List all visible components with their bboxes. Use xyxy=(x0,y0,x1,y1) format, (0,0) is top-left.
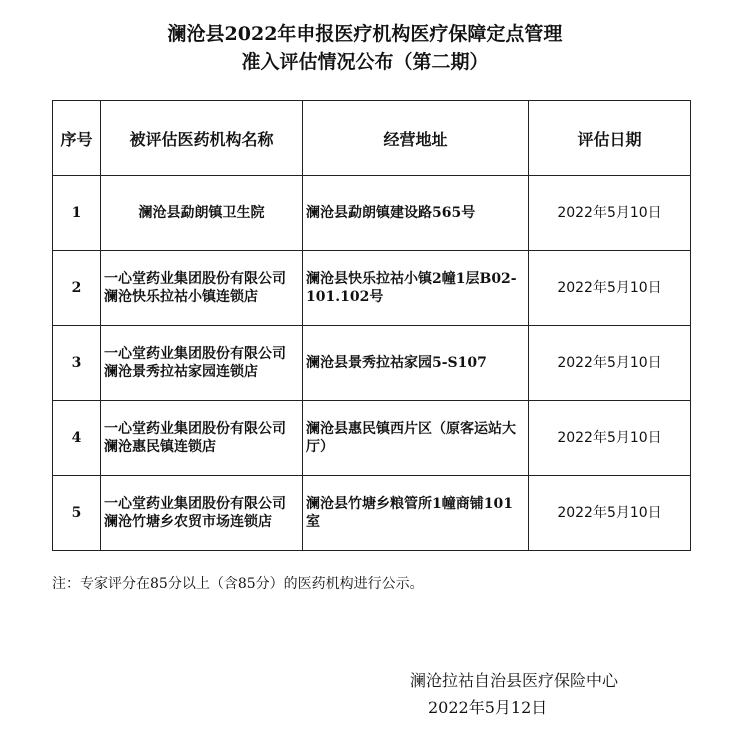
document-title xyxy=(0,20,730,76)
row-institution-name: 一心堂药业集团股份有限公司澜沧惠民镇连锁店 xyxy=(101,401,303,476)
table-row xyxy=(53,176,691,251)
row-date: 2022年5月10日 xyxy=(529,476,691,551)
table-row xyxy=(53,476,691,551)
header-number: 序号 xyxy=(53,101,101,176)
header-assessment-date: 评估日期 xyxy=(529,101,691,176)
row-address: 澜沧县惠民镇西片区（原客运站大厅） xyxy=(303,401,529,476)
header-address: 经营地址 xyxy=(303,101,529,176)
footnote: 注：专家评分在85分以上（含85分）的医药机构进行公示。 xyxy=(52,576,424,592)
table-header-row xyxy=(53,101,691,176)
row-institution-name: 澜沧县勐朗镇卫生院 xyxy=(101,176,303,251)
row-date: 2022年5月10日 xyxy=(529,251,691,326)
row-number: 4 xyxy=(53,401,101,476)
title-line-1: 澜沧县2022年申报医疗机构医疗保障定点管理 xyxy=(167,23,563,45)
assessment-table xyxy=(52,100,691,551)
row-date: 2022年5月10日 xyxy=(529,401,691,476)
issue-date: 2022年5月12日 xyxy=(428,698,548,717)
table-row xyxy=(53,326,691,401)
title-line-2: 准入评估情况公布（第二期） xyxy=(241,51,489,73)
row-number: 5 xyxy=(53,476,101,551)
row-number: 3 xyxy=(53,326,101,401)
table-row xyxy=(53,251,691,326)
row-address: 澜沧县快乐拉祜小镇2幢1层B02-101.102号 xyxy=(303,251,529,326)
row-address: 澜沧县景秀拉祜家园5-S107 xyxy=(303,326,529,401)
row-institution-name: 一心堂药业集团股份有限公司澜沧景秀拉祜家园连锁店 xyxy=(101,326,303,401)
row-number: 2 xyxy=(53,251,101,326)
row-number: 1 xyxy=(53,176,101,251)
row-date: 2022年5月10日 xyxy=(529,326,691,401)
table-row xyxy=(53,401,691,476)
row-institution-name: 一心堂药业集团股份有限公司澜沧竹塘乡农贸市场连锁店 xyxy=(101,476,303,551)
issuing-organization: 澜沧拉祜自治县医疗保险中心 xyxy=(410,671,619,690)
row-institution-name: 一心堂药业集团股份有限公司澜沧快乐拉祜小镇连锁店 xyxy=(101,251,303,326)
row-address: 澜沧县竹塘乡粮管所1幢商铺101室 xyxy=(303,476,529,551)
row-address: 澜沧县勐朗镇建设路565号 xyxy=(303,176,529,251)
header-institution-name: 被评估医药机构名称 xyxy=(101,101,303,176)
row-date: 2022年5月10日 xyxy=(529,176,691,251)
